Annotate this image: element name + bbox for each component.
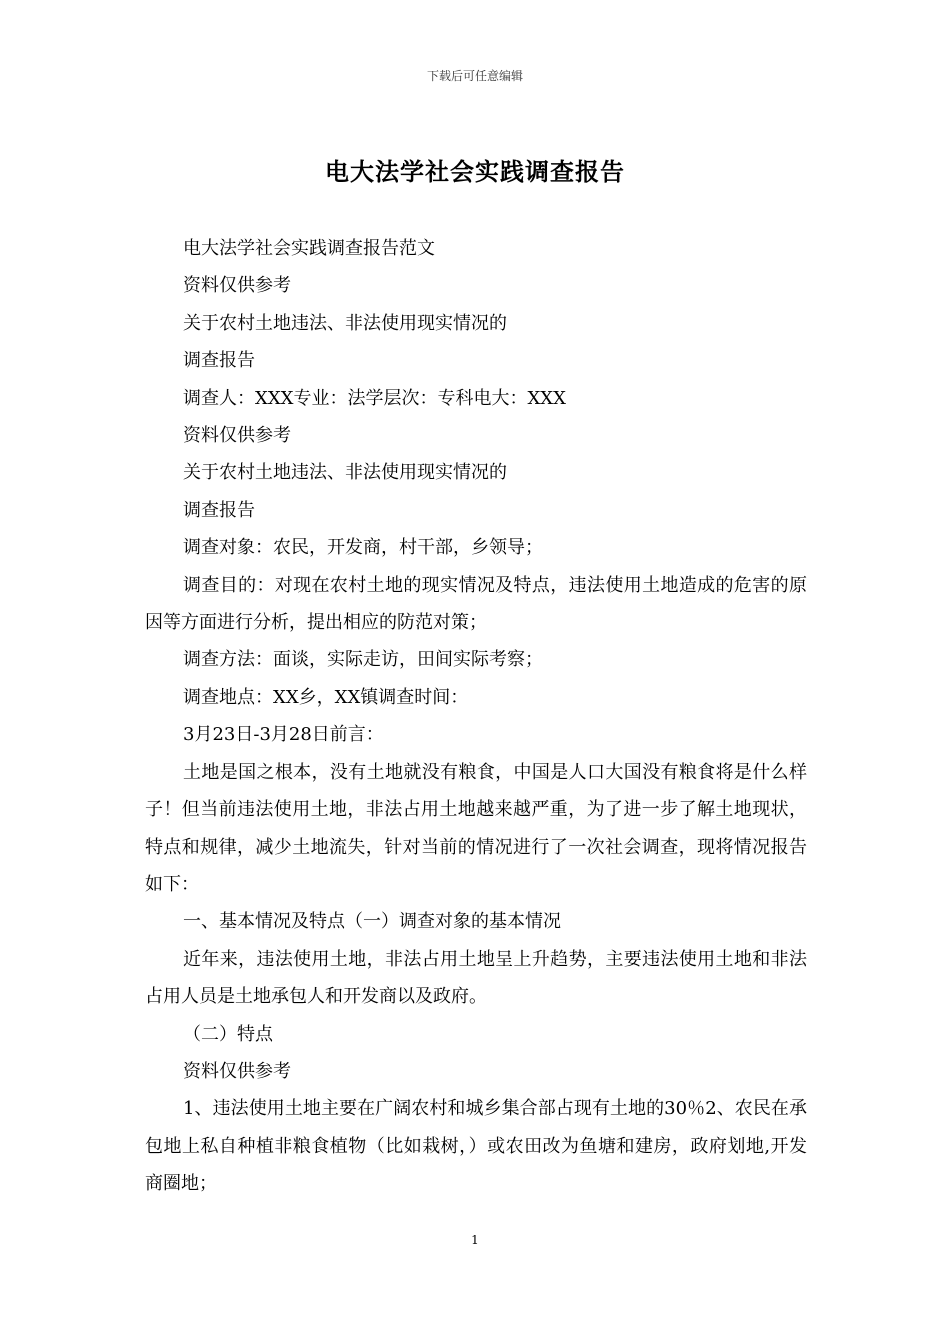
paragraph: 土地是国之根本，没有土地就没有粮食，中国是人口大国没有粮食将是什么样子！但当前违法使用土地，非法占用土地越来越严重，为了进一步了解土地现状，特点和规律，减少土地流失，针对当前的情况进行了一次社会调查，现将情况报告如下： bbox=[145, 761, 807, 895]
paragraph: 近年来，违法使用土地，非法占用土地呈上升趋势，主要违法使用土地和非法占用人员是土地承包人和开发商以及政府。 bbox=[145, 948, 807, 1008]
paragraph: （二）特点 bbox=[183, 1023, 273, 1045]
document-body bbox=[145, 230, 807, 1203]
paragraph: 关于农村土地违法、非法使用现实情况的 bbox=[183, 312, 507, 334]
paragraph: 调查报告 bbox=[183, 350, 255, 372]
page-number: 1 bbox=[471, 1233, 479, 1247]
paragraph: 资料仅供参考 bbox=[183, 1060, 291, 1082]
header-note: 下载后可任意编辑 bbox=[426, 69, 523, 83]
paragraph: 3月23日-3月28日前言： bbox=[183, 724, 384, 746]
paragraph: 关于农村土地违法、非法使用现实情况的 bbox=[183, 462, 507, 484]
document-title: 电大法学社会实践调查报告 bbox=[325, 157, 625, 186]
paragraph: 调查人：XXX专业：法学层次：专科电大：XXX bbox=[183, 387, 566, 409]
paragraph: 电大法学社会实践调查报告范文 bbox=[183, 238, 435, 259]
paragraph: 调查方法：面谈，实际走访，田间实际考察； bbox=[183, 649, 543, 671]
paragraph: 调查地点：XX乡，XX镇调查时间： bbox=[183, 686, 469, 708]
paragraph: 资料仅供参考 bbox=[183, 275, 291, 297]
paragraph: 一、基本情况及特点（一）调查对象的基本情况 bbox=[183, 911, 561, 933]
paragraph: 调查对象：农民，开发商，村干部，乡领导； bbox=[183, 537, 543, 559]
paragraph: 资料仅供参考 bbox=[183, 425, 291, 447]
paragraph: 调查报告 bbox=[183, 499, 255, 521]
paragraph: 调查目的：对现在农村土地的现实情况及特点，违法使用土地造成的危害的原因等方面进行分析，提出相应的防范对策； bbox=[145, 574, 807, 634]
paragraph: 1、违法使用土地主要在广阔农村和城乡集合部占现有土地的30％2、农民在承包地上私自种植非粮食植物（比如栽树，）或农田改为鱼塘和建房，政府划地,开发商圈地； bbox=[145, 1098, 807, 1195]
